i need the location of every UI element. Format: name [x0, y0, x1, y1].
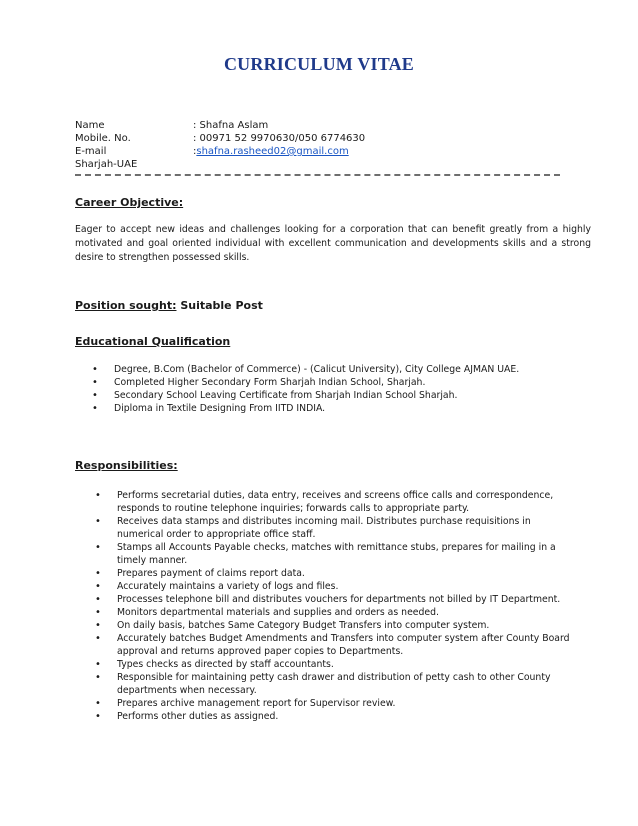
- list-item: [95, 710, 575, 723]
- position-label: Position sought:: [75, 299, 177, 312]
- bullet-icon: •: [95, 568, 101, 579]
- list-item: [95, 541, 575, 567]
- bullet-icon: •: [95, 698, 101, 709]
- list-item: [95, 658, 575, 671]
- list-item-text: Processes telephone bill and distributes vouchers for departments not billed by IT Department.: [117, 594, 561, 605]
- list-item: [95, 619, 575, 632]
- document-title: CURRICULUM VITAE: [223, 54, 415, 74]
- list-item: [95, 632, 575, 658]
- section-heading: Responsibilities:: [75, 459, 178, 472]
- bullet-icon: •: [95, 607, 101, 618]
- list-item: [95, 515, 575, 541]
- list-item: [92, 363, 562, 376]
- contact-row-email: [75, 145, 365, 158]
- bullet-icon: •: [95, 711, 101, 722]
- bullet-icon: •: [92, 364, 98, 375]
- bullet-icon: •: [95, 516, 101, 527]
- list-item-text: Secondary School Leaving Certificate from Sharjah Indian School Sharjah.: [114, 390, 458, 401]
- bullet-icon: •: [92, 390, 98, 401]
- list-item-text: Accurately batches Budget Amendments and Transfers into computer system after County Board approval and returns approved paper copies to Departments.: [117, 633, 570, 657]
- list-item-text: Performs other duties as assigned.: [117, 711, 279, 722]
- contact-label: Mobile. No.: [75, 133, 131, 144]
- responsibilities-list: [95, 489, 575, 723]
- list-item-text: Accurately maintains a variety of logs and files.: [117, 581, 339, 592]
- contact-row-location: [75, 158, 365, 171]
- bullet-icon: •: [95, 542, 101, 553]
- bullet-icon: •: [95, 620, 101, 631]
- contact-row-mobile: [75, 132, 365, 145]
- bullet-icon: •: [95, 633, 101, 644]
- education-list: [92, 363, 562, 415]
- separator-line: [75, 174, 560, 179]
- list-item: [95, 606, 575, 619]
- contact-label: Sharjah-UAE: [75, 159, 138, 170]
- list-item: [95, 580, 575, 593]
- section-heading: Educational Qualification: [75, 335, 231, 348]
- contact-value: : 00971 52 9970630/050 6774630: [193, 133, 366, 144]
- career-objective-text: Eager to accept new ideas and challenges looking for a corporation that can benefit greatly from a highly motivated and goal oriented individual with excellent communication and developments skills and a strong desire to strengthen possessed skills.: [75, 224, 591, 263]
- contact-label: E-mail: [75, 146, 107, 157]
- bullet-icon: •: [95, 490, 101, 501]
- section-heading: Career Objective:: [75, 196, 184, 209]
- list-item-text: Diploma in Textile Designing From IITD INDIA.: [114, 403, 326, 414]
- bullet-icon: •: [92, 403, 98, 414]
- list-item-text: On daily basis, batches Same Category Budget Transfers into computer system.: [117, 620, 490, 631]
- bullet-icon: •: [92, 377, 98, 388]
- list-item: [92, 402, 562, 415]
- list-item-text: Stamps all Accounts Payable checks, matches with remittance stubs, prepares for mailing in a timely manner.: [117, 542, 556, 566]
- list-item: [95, 671, 575, 697]
- contact-value: :: [193, 146, 197, 157]
- list-item: [95, 567, 575, 580]
- list-item-text: Types checks as directed by staff accountants.: [117, 659, 334, 670]
- list-item: [95, 697, 575, 710]
- list-item-text: Prepares archive management report for Supervisor review.: [117, 698, 396, 709]
- contact-row-name: [75, 119, 365, 132]
- list-item-text: Performs secretarial duties, data entry, receives and screens office calls and correspondence, responds to routine telephone inquiries; forwards calls to appropriate party.: [117, 490, 554, 514]
- position-value: Suitable Post: [176, 299, 263, 312]
- contact-block: [75, 119, 365, 171]
- list-item: [92, 389, 562, 402]
- list-item: [92, 376, 562, 389]
- responsibilities-heading: [75, 459, 178, 472]
- bullet-icon: •: [95, 659, 101, 670]
- bullet-icon: •: [95, 594, 101, 605]
- career-objective-heading: [75, 196, 183, 209]
- list-item: [95, 593, 575, 606]
- contact-value: : Shafna Aslam: [193, 120, 269, 131]
- list-item-text: Responsible for maintaining petty cash drawer and distribution of petty cash to other County departments when necessary.: [117, 672, 551, 696]
- list-item-text: Completed Higher Secondary Form Sharjah Indian School, Sharjah.: [114, 377, 426, 388]
- list-item-text: Degree, B.Com (Bachelor of Commerce) - (Calicut University), City College AJMAN UAE.: [114, 364, 520, 375]
- position-sought: [75, 299, 263, 312]
- education-heading: [75, 335, 230, 348]
- bullet-icon: •: [95, 581, 101, 592]
- email-link[interactable]: shafna.rasheed02@gmail.com: [196, 146, 349, 157]
- list-item-text: Prepares payment of claims report data.: [117, 568, 305, 579]
- bullet-icon: •: [95, 672, 101, 683]
- list-item: [95, 489, 575, 515]
- list-item-text: Receives data stamps and distributes incoming mail. Distributes purchase requisitions in numerical order to appropriate office staff.: [117, 516, 531, 540]
- contact-label: Name: [75, 120, 105, 131]
- list-item-text: Monitors departmental materials and supplies and orders as needed.: [117, 607, 439, 618]
